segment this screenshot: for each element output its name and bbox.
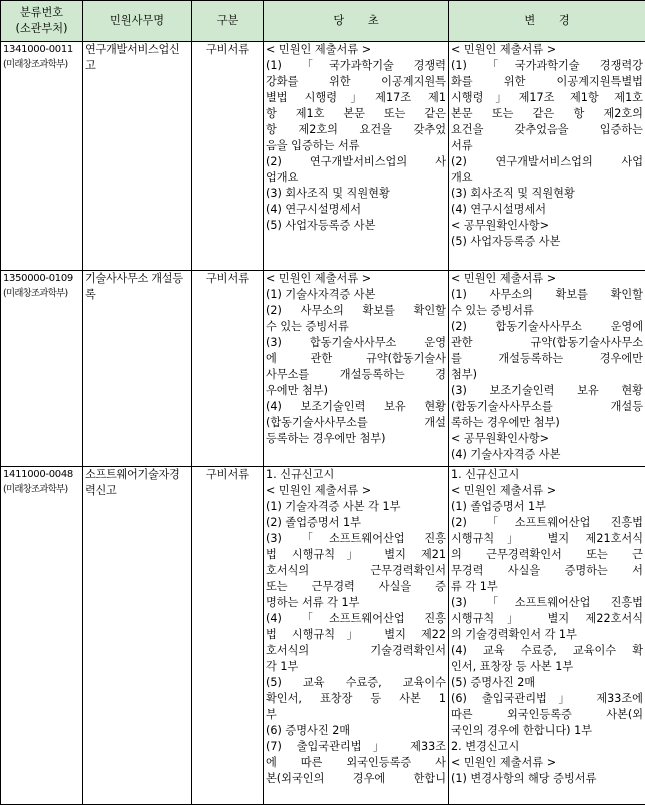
requirement-line: (6) 증명사진 2매 bbox=[266, 723, 446, 739]
document-type: 구비서류 bbox=[192, 42, 264, 271]
row-code-cell bbox=[1, 271, 83, 467]
requirement-line: 별법 시행령」제17조 제1 bbox=[266, 90, 446, 106]
requirement-line: (7) 출입국관리법」 제33조 bbox=[266, 739, 446, 755]
requirement-line: 법 시행규칙」 별지 제21 bbox=[266, 547, 446, 563]
requirement-line: (3) 「소프트웨어산업 진흥 bbox=[266, 531, 446, 547]
requirement-line: (2) 졸업증명서 1부 bbox=[266, 515, 446, 531]
requirement-line: (2) 연구개발서비스업의 사 bbox=[266, 154, 446, 170]
requirement-line: 본문 또는 같은 항 제2호의 bbox=[451, 106, 643, 122]
department-name: (미래창조과학부) bbox=[3, 57, 80, 72]
requirement-line: (합동기술사사무소를 개설등 bbox=[451, 399, 643, 415]
requirement-line: < 민원인 제출서류 > bbox=[266, 271, 446, 287]
requirement-line: 화를 위한 이공계지원특별법 bbox=[451, 74, 643, 90]
requirement-line: < 공무원확인사항> bbox=[451, 218, 643, 234]
requirement-line: < 민원인 제출서류 > bbox=[266, 483, 446, 499]
requirement-line: 수 있는 증빙서류 bbox=[451, 303, 643, 319]
requirement-line: 항 제1호 본문 또는 같은 bbox=[266, 106, 446, 122]
requirement-line: (3) 회사조직 및 직원현황 bbox=[451, 186, 643, 202]
requirement-line: (1) 졸업증명서 1부 bbox=[451, 499, 643, 515]
classification-number: 1411000-0048 bbox=[3, 467, 80, 482]
requirement-line: 따른 외국인등록증 사본(외 bbox=[451, 707, 643, 723]
requirement-line: < 공무원확인사항> bbox=[451, 431, 643, 447]
table-header-row bbox=[1, 1, 645, 42]
requirement-line: 또는 근무경력 사실을 증 bbox=[266, 579, 446, 595]
requirement-line: (1) 기술자격증 사본 각 1부 bbox=[266, 499, 446, 515]
original-requirements bbox=[264, 42, 449, 271]
requirement-line: < 민원인 제출서류 > bbox=[451, 271, 643, 287]
requirement-line: 시행령」제17조 제1항 제1호 bbox=[451, 90, 643, 106]
row-code-cell bbox=[1, 467, 83, 805]
requirement-line: 를 개설등록하는 경우에만 bbox=[451, 351, 643, 367]
requirement-line: < 민원인 제출서류 > bbox=[451, 483, 643, 499]
department-name: (미래창조과학부) bbox=[3, 286, 80, 301]
original-requirements bbox=[264, 271, 449, 467]
requirement-line: 강화를 위한 이공계지원특 bbox=[266, 74, 446, 90]
header-name: 민원사무명 bbox=[83, 1, 192, 42]
requirement-line: < 민원인 제출서류 > bbox=[451, 42, 643, 58]
header-before: 당 초 bbox=[264, 1, 449, 42]
requirement-line: 음을 입증하는 서류 bbox=[266, 138, 446, 154]
requirement-line: 수 있는 증빙서류 bbox=[266, 319, 446, 335]
requirement-line: 본(외국인의 경우에 한합니 bbox=[266, 771, 446, 787]
changed-requirements bbox=[449, 271, 645, 467]
requirement-line: 의 기술경력확인서 각 1부 bbox=[451, 627, 643, 643]
requirement-line: (4) 교육 수료증, 교육이수 확 bbox=[451, 643, 643, 659]
requirement-line: 국인의 경우에 한합니다) 1부 bbox=[451, 723, 643, 739]
requirement-line: (4) 기술사자격증 사본 bbox=[451, 447, 643, 463]
requirement-line: (1) 사무소의 확보를 확인할 bbox=[451, 287, 643, 303]
table-row bbox=[1, 42, 645, 271]
requirement-line: (1) 「국가과학기술 경쟁력 bbox=[266, 58, 446, 74]
table-row bbox=[1, 271, 645, 467]
document-type: 구비서류 bbox=[192, 467, 264, 805]
requirement-line: 2. 변경신고시 bbox=[451, 739, 643, 755]
requirement-line: 의 근무경력확인서 또는 근 bbox=[451, 547, 643, 563]
classification-number: 1341000-0011 bbox=[3, 42, 80, 57]
requirement-line: 우에만 첨부) bbox=[266, 383, 446, 399]
requirement-line: 에 관한 규약(합동기술사 bbox=[266, 351, 446, 367]
civil-affair-name: 연구개발서비스업신고 bbox=[83, 42, 192, 271]
requirement-line: (합동기술사사무소를 개설 bbox=[266, 415, 446, 431]
requirement-line: 호서식의 기술경력확인서 bbox=[266, 643, 446, 659]
requirement-line: 시행규칙」 별지 제21호서식 bbox=[451, 531, 643, 547]
header-code: 분류번호 (소관부처) bbox=[1, 1, 83, 42]
header-after: 변 경 bbox=[449, 1, 645, 42]
requirement-line: (4) 「소프트웨어산업 진흥 bbox=[266, 611, 446, 627]
requirement-line: (1) 변경사항의 해당 증빙서류 bbox=[451, 771, 643, 787]
requirement-line: 시행규칙」 별지 제22호서식 bbox=[451, 611, 643, 627]
requirement-line: 에 따른 외국인등록증 사 bbox=[266, 755, 446, 771]
requirement-line: < 민원인 제출서류 > bbox=[266, 42, 446, 58]
requirement-line: 서류 bbox=[451, 138, 643, 154]
requirement-line: 호서식의 근무경력확인서 bbox=[266, 563, 446, 579]
requirement-line: 관한 규약(합동기술사사무소 bbox=[451, 335, 643, 351]
document-type: 구비서류 bbox=[192, 271, 264, 467]
requirement-line: (3) 회사조직 및 직원현황 bbox=[266, 186, 446, 202]
requirement-line: (2) 연구개발서비스업의 사업 bbox=[451, 154, 643, 170]
requirement-line: (2) 합동기술사사무소 운영에 bbox=[451, 319, 643, 335]
requirement-line: 사무소를 개설등록하는 경 bbox=[266, 367, 446, 383]
changed-requirements bbox=[449, 42, 645, 271]
header-type: 구분 bbox=[192, 1, 264, 42]
changed-requirements bbox=[449, 467, 645, 805]
requirement-line: (4) 연구시설명세서 bbox=[451, 202, 643, 218]
table-row bbox=[1, 467, 645, 805]
requirement-line: (3) 합동기술사사무소 운영 bbox=[266, 335, 446, 351]
requirement-line: 록하는 경우에만 첨부) bbox=[451, 415, 643, 431]
requirement-line: 1. 신규신고시 bbox=[451, 467, 643, 483]
requirement-line: 법 시행규칙」 별지 제22 bbox=[266, 627, 446, 643]
requirement-line: (6) 출입국관리법」 제33조에 bbox=[451, 691, 643, 707]
civil-affair-name: 소프트웨어기술자경력신고 bbox=[83, 467, 192, 805]
civil-affair-name: 기술사사무소 개설등록 bbox=[83, 271, 192, 467]
original-requirements bbox=[264, 467, 449, 805]
classification-number: 1350000-0109 bbox=[3, 271, 80, 286]
requirement-line: 요건을 갖추었음을 입증하는 bbox=[451, 122, 643, 138]
requirement-line: (1) 「국가과학기술 경쟁력강 bbox=[451, 58, 643, 74]
requirement-line: (5) 교육 수료증, 교육이수 bbox=[266, 675, 446, 691]
requirement-line: 무경력 사실을 증명하는 서 bbox=[451, 563, 643, 579]
requirement-line: 업개요 bbox=[266, 170, 446, 186]
requirement-line: (3) 보조기술인력 보유 현황 bbox=[451, 383, 643, 399]
requirement-line: 등록하는 경우에만 첨부) bbox=[266, 431, 446, 447]
requirement-line: 류 각 1부 bbox=[451, 579, 643, 595]
requirement-line: < 민원인 제출서류 > bbox=[451, 755, 643, 771]
requirement-line: 항 제2호의 요건을 갖추었 bbox=[266, 122, 446, 138]
requirement-line: 각 1부 bbox=[266, 659, 446, 675]
requirement-line: (5) 사업자등록증 사본 bbox=[266, 218, 446, 234]
requirement-line: (4) 연구시설명세서 bbox=[266, 202, 446, 218]
requirement-line: 1. 신규신고시 bbox=[266, 467, 446, 483]
requirement-line: (4) 보조기술인력 보유 현황 bbox=[266, 399, 446, 415]
requirement-line: (5) 사업자등록증 사본 bbox=[451, 234, 643, 250]
requirement-line: 첨부) bbox=[451, 367, 643, 383]
requirement-line: 명하는 서류 각 1부 bbox=[266, 595, 446, 611]
requirement-line: (2) 사무소의 확보를 확인할 bbox=[266, 303, 446, 319]
requirement-line: 확인서, 표창장 등 사본 1 bbox=[266, 691, 446, 707]
department-name: (미래창조과학부) bbox=[3, 482, 80, 497]
requirement-line: (2) 「소프트웨어산업 진흥법 bbox=[451, 515, 643, 531]
requirement-line: 인서, 표창장 등 사본 1부 bbox=[451, 659, 643, 675]
row-code-cell bbox=[1, 42, 83, 271]
requirement-line: (3) 「소프트웨어산업 진흥법 bbox=[451, 595, 643, 611]
requirement-line: 개요 bbox=[451, 170, 643, 186]
requirement-line: (1) 기술사자격증 사본 bbox=[266, 287, 446, 303]
requirement-line: (5) 증명사진 2매 bbox=[451, 675, 643, 691]
requirement-line: 부 bbox=[266, 707, 446, 723]
